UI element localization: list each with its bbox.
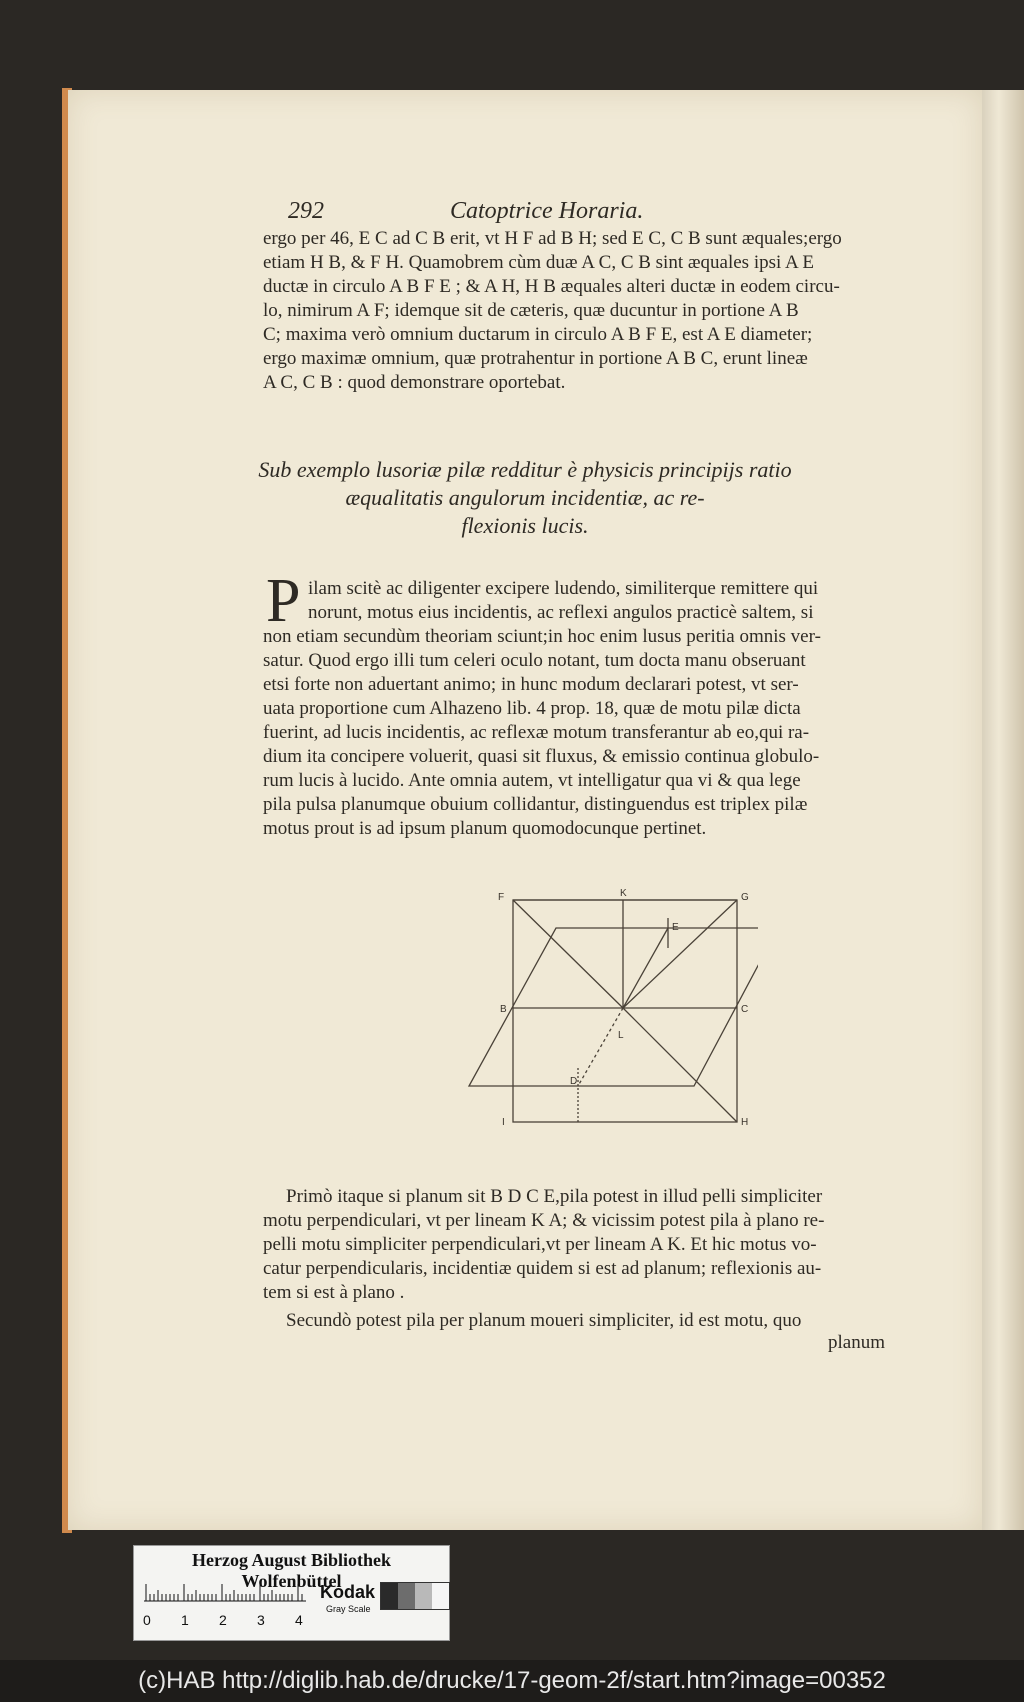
text-line: ductæ in circulo A B F E ; & A H, H B æquales alteri ductæ in eodem circu- <box>263 276 840 297</box>
label-e: E <box>672 922 679 933</box>
text-line: motus prout is ad ipsum planum quomodocunque pertinet. <box>263 818 707 839</box>
text-line: motu perpendiculari, vt per lineam K A; & vicissim potest pila à plano re- <box>263 1210 825 1231</box>
text-line: A C, C B : quod demonstrare oportebat. <box>263 372 566 393</box>
heading-line: æqualitatis angulorum incidentiæ, ac re- <box>345 485 705 510</box>
library-label: Herzog August Bibliothek Wolfenbüttel <box>191 1550 392 1591</box>
header-title: Catoptrice Horaria. <box>450 198 644 224</box>
line-fa <box>513 900 623 1008</box>
ruler-number: 4 <box>295 1612 303 1628</box>
color-calibration-card <box>133 1545 450 1641</box>
catchword: planum <box>828 1332 885 1353</box>
gray-swatches <box>380 1582 450 1610</box>
line-ea <box>623 928 668 1008</box>
text-line: pelli motu simpliciter perpendiculari,vt per lineam A K. Et hic motus vo- <box>263 1234 817 1255</box>
gray-swatch <box>432 1583 449 1609</box>
label-k: K <box>620 888 627 899</box>
text-line: etsi forte non aduertant animo; in hunc modum declarari potest, vt ser- <box>263 674 799 695</box>
text-line: Secundò potest pila per planum moueri simpliciter, id est motu, quo <box>286 1310 802 1331</box>
text-line: uata proportione cum Alhazeno lib. 4 prop. 18, quæ de motu pilæ dicta <box>263 698 801 719</box>
kodak-logo: Kodak <box>320 1582 376 1602</box>
geometry-diagram <box>458 888 758 1148</box>
label-f: F <box>498 892 505 903</box>
gray-swatch <box>381 1583 398 1609</box>
line-ah <box>623 1008 737 1122</box>
label-c: C <box>741 1004 749 1015</box>
ruler-number: 3 <box>257 1612 265 1628</box>
text-line: catur perpendicularis, incidentiæ quidem si est ad planum; reflexionis au- <box>263 1258 822 1279</box>
text-line: ergo per 46, E C ad C B erit, vt H F ad B H; sed E C, C B sunt æquales;ergo <box>263 228 842 249</box>
ruler-number: 1 <box>181 1612 189 1628</box>
gray-swatch <box>398 1583 415 1609</box>
text-line: etiam H B, & F H. Quamobrem cùm duæ A C, C B sint æquales ipsi A E <box>263 252 815 273</box>
text-line: satur. Quod ergo illi tum celeri oculo notant, tum docta manu obseruant <box>263 650 806 671</box>
ruler-number: 2 <box>219 1612 227 1628</box>
text-line: lo, nimirum A F; idemque sit de cæteris, quæ ducuntur in portione A B <box>263 300 799 321</box>
text-line: Primò itaque si planum sit B D C E,pila potest in illud pelli simpliciter <box>286 1186 823 1207</box>
text-line: pila pulsa planumque obuium collidantur, distinguendus est triplex pilæ <box>263 794 808 815</box>
label-g: G <box>741 892 749 903</box>
drop-cap: P <box>266 567 301 635</box>
text-line: rum lucis à lucido. Ante omnia autem, vt intelligatur qua vi & qua lege <box>263 770 801 791</box>
page-number: 292 <box>288 198 324 224</box>
line-ga <box>623 900 737 1008</box>
oblique-plane <box>469 928 758 1086</box>
heading-line: flexionis lucis. <box>461 513 589 538</box>
label-b: B <box>500 1004 507 1015</box>
heading-line: Sub exemplo lusoriæ pilæ redditur è physicis principijs ratio <box>258 457 792 482</box>
ruler-scale <box>144 1580 309 1602</box>
text-line: fuerint, ad lucis incidentis, ac reflexæ motum transferantur ab eo,qui ra- <box>263 722 810 743</box>
label-i: I <box>502 1117 505 1128</box>
text-line: C; maxima verò omnium ductarum in circulo A B F E, est A E diameter; <box>263 324 813 345</box>
label-d: D <box>570 1076 578 1087</box>
text-line: dium ita concipere voluerit, quasi sit fluxus, & emissio continua globulo- <box>263 746 820 767</box>
book-page <box>68 90 982 1530</box>
footer-credit: (c)HAB http://diglib.hab.de/drucke/17-geom-2f/start.htm?image=00352 <box>138 1667 886 1694</box>
label-l: L <box>618 1030 624 1041</box>
text-line: ergo maximæ omnium, quæ protrahentur in portione A B C, erunt lineæ <box>263 348 808 369</box>
label-h: H <box>741 1117 749 1128</box>
text-line: tem si est à plano . <box>263 1282 405 1303</box>
text-line: ilam scitè ac diligenter excipere ludendo, similiterque remittere qui <box>308 578 819 599</box>
gray-swatch <box>415 1583 432 1609</box>
footer-bar <box>0 1660 1024 1702</box>
grayscale-label: Gray Scale <box>326 1604 371 1614</box>
line-ad <box>578 1008 623 1086</box>
ruler-number: 0 <box>143 1612 151 1628</box>
text-line: non etiam secundùm theoriam sciunt;in hoc enim lusus peritia omnis ver- <box>263 626 821 647</box>
text-line: norunt, motus eius incidentis, ac reflexi angulos practicè saltem, si <box>308 602 814 623</box>
running-head <box>68 198 982 228</box>
